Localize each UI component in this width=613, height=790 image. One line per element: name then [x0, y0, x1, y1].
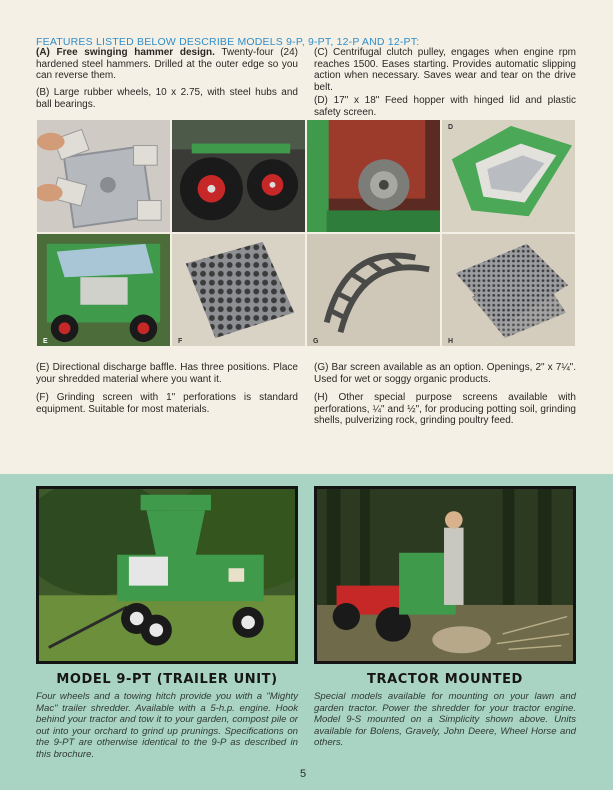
photo-tractor-mounted [314, 486, 576, 664]
photo-discharge-baffle [36, 233, 171, 347]
discharge-baffle-illustration [37, 234, 170, 346]
feature-b: (B) Large rubber wheels, 10 x 2.75, with steel hubs and ball bearings. [36, 87, 298, 110]
photo-grinding-screen [171, 233, 306, 347]
feature-e: (E) Directional discharge baffle. Has three positions. Place your shredded material where you want it. [36, 362, 298, 385]
feature-a [36, 47, 298, 82]
photo-bar-screen [306, 233, 441, 347]
grinding-screen-illustration [172, 234, 305, 346]
photo-letter-d: D [448, 124, 454, 131]
photo-letter-h: H [448, 338, 454, 345]
feed-hopper-illustration [442, 120, 575, 232]
clutch-pulley-illustration [307, 120, 440, 232]
special-screens-illustration [442, 234, 575, 346]
photo-trailer-unit [36, 486, 298, 664]
trailer-description: Four wheels and a towing hitch provide you with a "Mighty Mac" trailer shredder. Available with a 5-h.p. engine. Hook behind your tractor and tow it to your garden, compost pile or out into your orchard to grind up prunings. Specifications on the 9-PT are otherwise identical to the 9-P as described in this brochure. [36, 691, 298, 760]
photo-wheels [171, 119, 306, 233]
features-heading: FEATURES LISTED BELOW DESCRIBE MODELS 9-P, 9-PT, 12-P AND 12-PT: [36, 36, 420, 48]
page-number: 5 [300, 768, 307, 780]
feature-g: (G) Bar screen available as an option. Openings, 2" x 7¼". Used for wet or soggy organic products. [314, 362, 576, 385]
hammer-assembly-illustration [37, 120, 170, 232]
rubber-wheels-illustration [172, 120, 305, 232]
feature-c: (C) Centrifugal clutch pulley, engages when engine rpm reaches 1500. Eases starting. Provides automatic slipping action when necessary. Saves wear and tear on the drive belt. [314, 47, 576, 93]
photo-letter-f: F [178, 338, 183, 345]
photo-clutch [306, 119, 441, 233]
tractor-title: TRACTOR MOUNTED [367, 672, 523, 687]
tractor-mounted-illustration [317, 489, 573, 661]
trailer-title: MODEL 9-PT (TRAILER UNIT) [56, 672, 278, 687]
feature-f: (F) Grinding screen with 1" perforations is standard equipment. Suitable for most materials. [36, 392, 298, 415]
photo-hopper [441, 119, 576, 233]
feature-h: (H) Other special purpose screens available with perforations, ¼" and ½", for producing potting soil, grinding shells, pulverizing rock, grinding poultry feed. [314, 392, 576, 427]
feature-photo-grid [36, 119, 576, 347]
feature-a-bold: (A) Free swinging hammer design. [36, 47, 215, 58]
feature-a-text: Twenty-four (24) hardened steel hammers. Drilled at the outer edge so you can reverse them. [36, 47, 299, 82]
photo-hammers [36, 119, 171, 233]
feature-d: (D) 17" x 18" Feed hopper with hinged lid and plastic safety screen. [314, 95, 576, 118]
bar-screen-illustration [307, 234, 440, 346]
tractor-description: Special models available for mounting on your lawn and garden tractor. Power the shredder for your tractor engine. Model 9-S mounted on a Simplicity shown above. Units available for Bolens, Gravely, John Deere, Wheel Horse and others. [314, 691, 576, 749]
photo-letter-e: E [43, 338, 48, 345]
photo-special-screens [441, 233, 576, 347]
photo-letter-g: G [313, 338, 319, 345]
trailer-unit-illustration [39, 489, 295, 661]
